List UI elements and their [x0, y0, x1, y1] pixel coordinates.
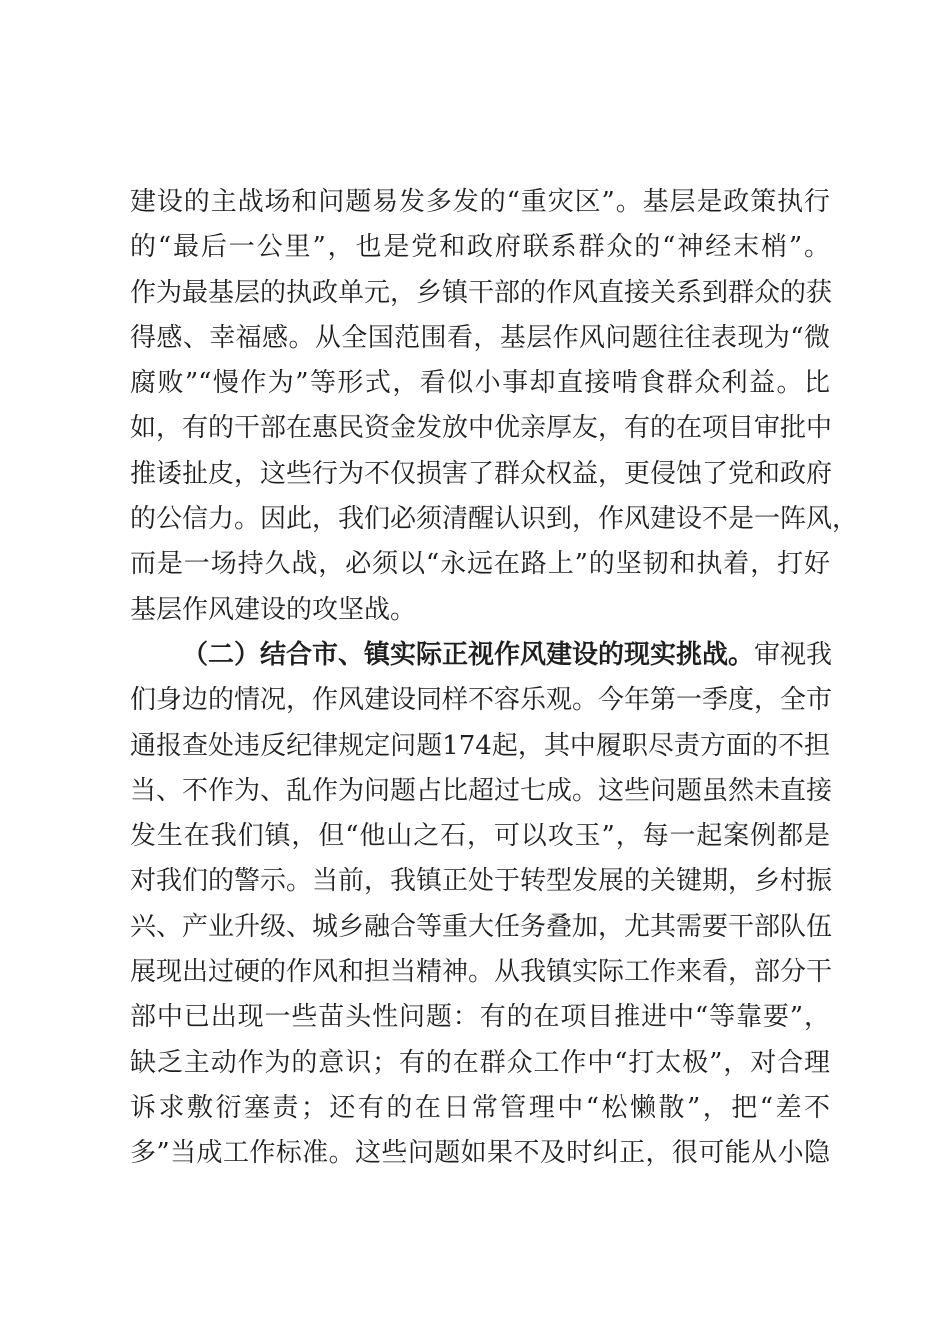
paragraph-2-line-11: 诉求敷衍塞责；还有的在日常管理中“松懒散”，把“差不	[130, 1092, 830, 1123]
paragraph-1-line-10: 基层作风建设的攻坚战。	[130, 594, 417, 625]
paragraph-2-line-3: 通报查处违反纪律规定问题174起，其中履职尽责方面的不担	[130, 730, 830, 761]
document-body	[130, 180, 859, 1177]
paragraph-2-line-4: 当、不作为、乱作为问题占比超过七成。这些问题虽然未直接	[130, 775, 833, 806]
paragraph-1-line-7: 推诿扯皮，这些行为不仅损害了群众权益，更侵蚀了党和政府	[130, 458, 833, 489]
paragraph-1-line-2: 的“最后一公里”，也是党和政府联系群众的“神经末梢”。	[130, 232, 830, 263]
paragraph-2-line-10: 缺乏主动作为的意识；有的在群众工作中“打太极”，对合理	[130, 1047, 830, 1078]
paragraph-2-line-8: 展现出过硬的作风和担当精神。从我镇实际工作来看，部分干	[130, 957, 833, 988]
paragraph-1-line-6: 如，有的干部在惠民资金发放中优亲厚友，有的在项目审批中	[130, 413, 833, 444]
paragraph-2-line-6: 对我们的警示。当前，我镇正处于转型发展的关键期，乡村振	[130, 866, 833, 897]
paragraph-2-line-2: 们身边的情况，作风建设同样不容乐观。今年第一季度，全市	[130, 685, 833, 716]
paragraph-2-line-7: 兴、产业升级、城乡融合等重大任务叠加，尤其需要干部队伍	[130, 911, 833, 942]
paragraph-1-line-5: 腐败”“慢作为”等形式，看似小事却直接啃食群众利益。比	[130, 368, 830, 399]
section-heading: （二）结合市、镇实际正视作风建设的现实挑战。	[182, 639, 755, 670]
paragraph-1-line-1: 建设的主战场和问题易发多发的“重灾区”。基层是政策执行	[130, 187, 830, 217]
paragraph-1-line-8: 的公信力。因此，我们必须清醒认识到，作风建设不是一阵风，	[130, 504, 859, 535]
paragraph-2-line-5: 发生在我们镇，但“他山之石，可以攻玉”，每一起案例都是	[130, 821, 830, 852]
paragraph-1-line-9: 而是一场持久战，必须以“永远在路上”的坚韧和执着，打好	[130, 549, 830, 580]
paragraph-1-line-4: 得感、幸福感。从全国范围看，基层作风问题往往表现为“微	[130, 322, 830, 353]
paragraph-1-line-3: 作为最基层的执政单元，乡镇干部的作风直接关系到群众的获	[130, 277, 833, 308]
paragraph-2-line-12: 多”当成工作标准。这些问题如果不及时纠正，很可能从小隐	[130, 1138, 830, 1169]
paragraph-2-line-9: 部中已出现一些苗头性问题：有的在项目推进中“等靠要”，	[130, 1002, 830, 1033]
paragraph-2-first-line-text: 审视我	[754, 639, 833, 670]
paragraph-2-first-line	[130, 633, 833, 678]
